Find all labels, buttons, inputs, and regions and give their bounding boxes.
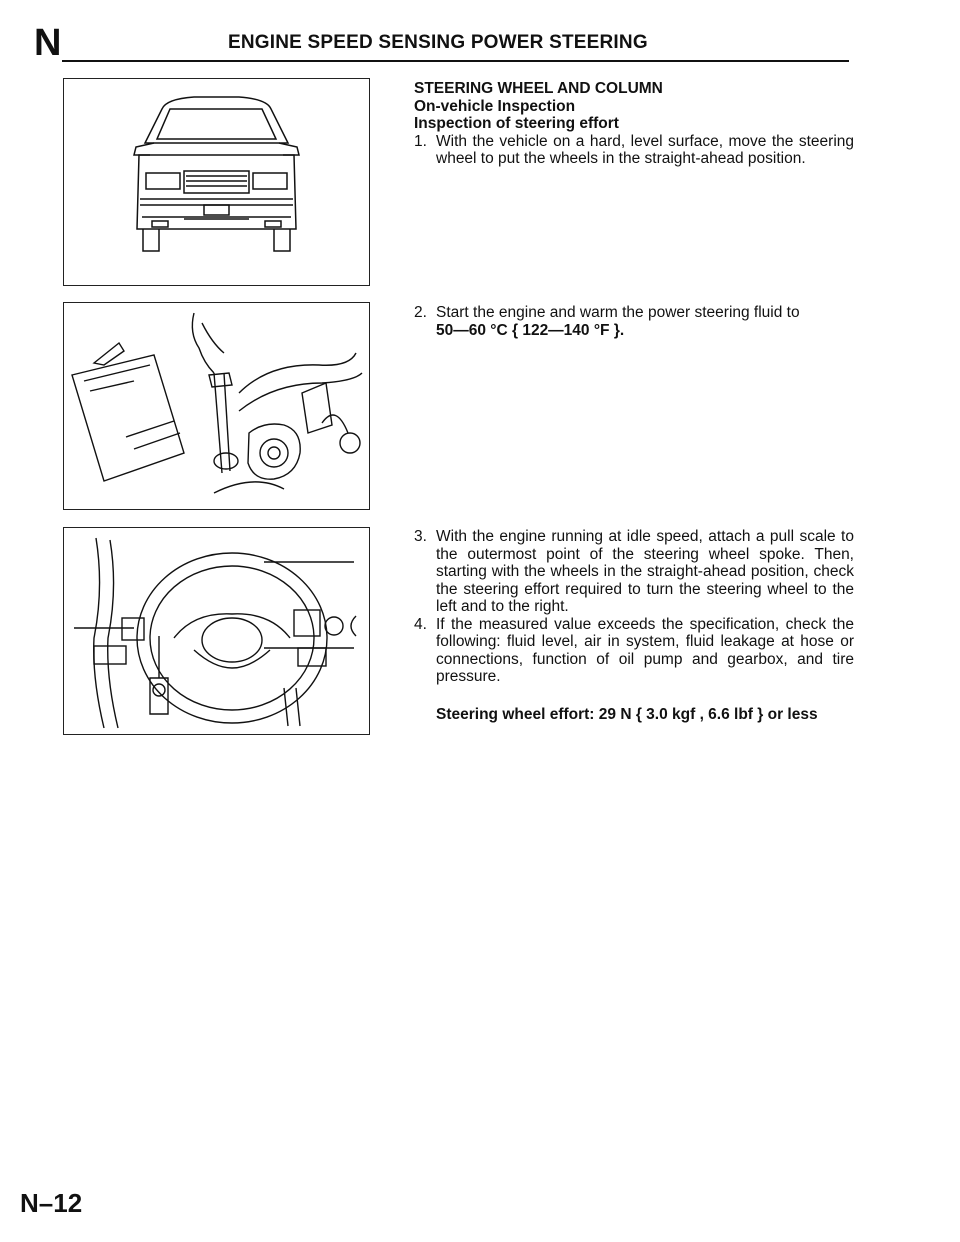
step-body — [436, 304, 854, 339]
procedure-heading: Inspection of steering effort — [414, 115, 619, 132]
step-text: If the measured value exceeds the specification, check the following: fluid level, air in system, fluid leakage at hose or connections, function of oil pump and gearbox, and tire pressure. — [436, 615, 854, 685]
step-text: Start the engine and warm the power steering fluid to — [436, 304, 800, 321]
temperature-spec: 50—60 °C { 122—140 °F }. — [436, 321, 625, 339]
section-letter: N — [34, 22, 62, 64]
steering-wheel-pull-scale-illustration — [63, 527, 370, 735]
page-number: N–12 — [20, 1188, 83, 1218]
subheading: On-vehicle Inspection — [414, 97, 576, 115]
engine-thermometer-illustration — [63, 302, 370, 510]
specification: Steering wheel effort: 29 N { 3.0 kgf , 6.6 lbf } or less — [436, 705, 818, 723]
section-intro — [414, 80, 854, 168]
step-item — [414, 304, 854, 339]
step-number: 1. — [414, 132, 427, 150]
step-item — [414, 133, 854, 168]
step-item — [414, 528, 854, 616]
section-heading: STEERING WHEEL AND COLUMN — [414, 80, 663, 97]
vehicle-front-view-illustration — [63, 78, 370, 286]
step-number: 3. — [414, 528, 427, 545]
step-number: 2. — [414, 304, 427, 321]
steps-3-4-block — [414, 528, 854, 723]
step-number: 4. — [414, 615, 427, 633]
step-2-block — [414, 304, 854, 339]
step-text: With the engine running at idle speed, attach a pull scale to the outermost point of the steering wheel spoke. Then, starting with the wheels in the straight-ahead position, check the steering effort required to turn the steering wheel to the left and to the right. — [436, 528, 854, 615]
header-rule — [62, 60, 849, 62]
step-item — [414, 616, 854, 686]
page-title: ENGINE SPEED SENSING POWER STEERING — [228, 32, 648, 53]
step-text: With the vehicle on a hard, level surface, move the steering wheel to put the wheels in the straight-ahead position. — [436, 132, 854, 167]
